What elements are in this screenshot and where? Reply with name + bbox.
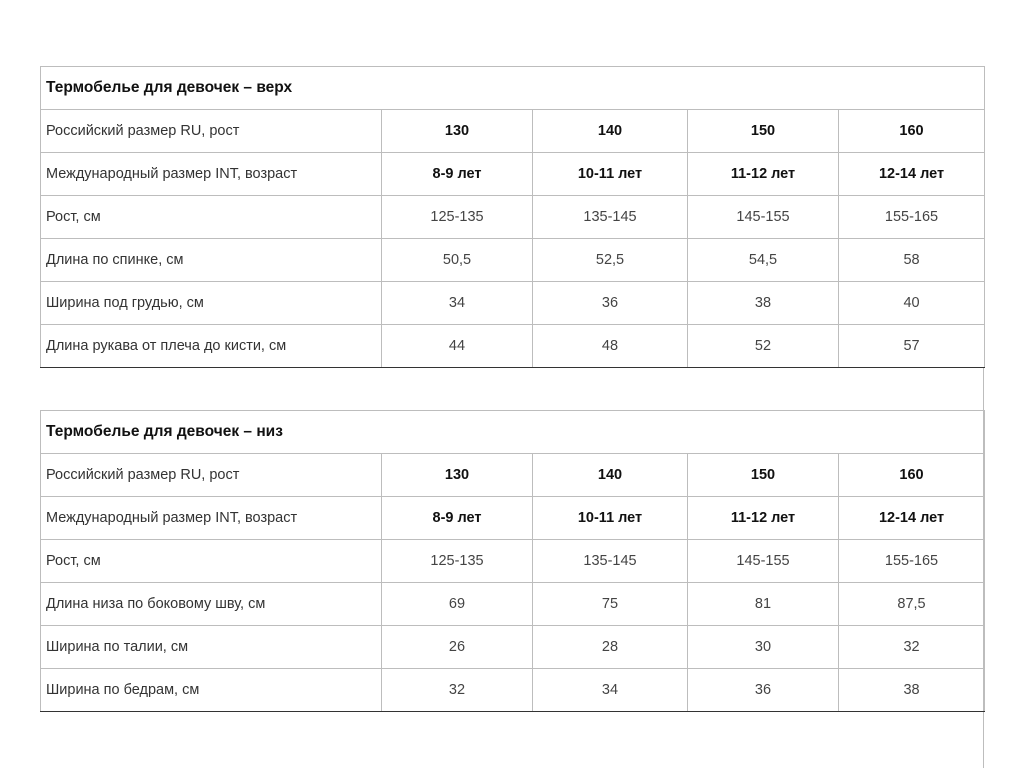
size-value-cell: 48 (533, 325, 688, 368)
size-value-cell: 130 (382, 454, 533, 497)
size-value-cell: 52 (688, 325, 839, 368)
size-value-cell: 160 (839, 110, 985, 153)
size-value-cell: 150 (688, 110, 839, 153)
table-row (41, 153, 985, 196)
row-label: Длина рукава от плеча до кисти, см (41, 325, 382, 368)
table-title-row (41, 67, 985, 110)
size-value-cell: 36 (688, 669, 839, 712)
row-label: Ширина под грудью, см (41, 282, 382, 325)
table-row (41, 196, 985, 239)
size-value-cell: 8-9 лет (382, 497, 533, 540)
table-row (41, 454, 985, 497)
table-row (41, 583, 985, 626)
table-row (41, 282, 985, 325)
row-label: Российский размер RU, рост (41, 110, 382, 153)
size-value-cell: 12-14 лет (839, 497, 985, 540)
size-value-cell: 38 (688, 282, 839, 325)
size-value-cell: 150 (688, 454, 839, 497)
size-value-cell: 28 (533, 626, 688, 669)
size-value-cell: 155-165 (839, 196, 985, 239)
size-value-cell: 32 (382, 669, 533, 712)
size-value-cell: 11-12 лет (688, 497, 839, 540)
table-row (41, 669, 985, 712)
table-row (41, 626, 985, 669)
table-title-row (41, 411, 985, 454)
row-label: Длина по спинке, см (41, 239, 382, 282)
size-value-cell: 11-12 лет (688, 153, 839, 196)
size-value-cell: 130 (382, 110, 533, 153)
row-label: Рост, см (41, 196, 382, 239)
size-value-cell: 145-155 (688, 196, 839, 239)
table-row (41, 110, 985, 153)
size-value-cell: 125-135 (382, 540, 533, 583)
size-value-cell: 52,5 (533, 239, 688, 282)
size-value-cell: 40 (839, 282, 985, 325)
size-value-cell: 32 (839, 626, 985, 669)
row-label: Длина низа по боковому шву, см (41, 583, 382, 626)
size-value-cell: 140 (533, 110, 688, 153)
size-value-cell: 10-11 лет (533, 497, 688, 540)
size-value-cell: 155-165 (839, 540, 985, 583)
table-row (41, 497, 985, 540)
size-value-cell: 87,5 (839, 583, 985, 626)
size-value-cell: 30 (688, 626, 839, 669)
table-row (41, 325, 985, 368)
size-value-cell: 58 (839, 239, 985, 282)
bottom-size-table (40, 410, 985, 712)
top-size-table (40, 66, 985, 368)
table-title: Термобелье для девочек – верх (41, 67, 985, 110)
row-label: Международный размер INT, возраст (41, 153, 382, 196)
row-label: Рост, см (41, 540, 382, 583)
size-value-cell: 140 (533, 454, 688, 497)
size-value-cell: 34 (382, 282, 533, 325)
size-value-cell: 69 (382, 583, 533, 626)
size-value-cell: 135-145 (533, 540, 688, 583)
row-label: Ширина по талии, см (41, 626, 382, 669)
size-value-cell: 26 (382, 626, 533, 669)
size-value-cell: 54,5 (688, 239, 839, 282)
size-value-cell: 44 (382, 325, 533, 368)
row-label: Ширина по бедрам, см (41, 669, 382, 712)
size-value-cell: 75 (533, 583, 688, 626)
size-value-cell: 12-14 лет (839, 153, 985, 196)
size-value-cell: 125-135 (382, 196, 533, 239)
table-row (41, 239, 985, 282)
size-value-cell: 8-9 лет (382, 153, 533, 196)
size-value-cell: 38 (839, 669, 985, 712)
row-label: Международный размер INT, возраст (41, 497, 382, 540)
size-value-cell: 36 (533, 282, 688, 325)
size-value-cell: 34 (533, 669, 688, 712)
size-value-cell: 57 (839, 325, 985, 368)
table-row (41, 540, 985, 583)
size-value-cell: 135-145 (533, 196, 688, 239)
row-label: Российский размер RU, рост (41, 454, 382, 497)
size-value-cell: 145-155 (688, 540, 839, 583)
size-value-cell: 10-11 лет (533, 153, 688, 196)
size-value-cell: 50,5 (382, 239, 533, 282)
table-title: Термобелье для девочек – низ (41, 411, 985, 454)
size-value-cell: 81 (688, 583, 839, 626)
size-value-cell: 160 (839, 454, 985, 497)
